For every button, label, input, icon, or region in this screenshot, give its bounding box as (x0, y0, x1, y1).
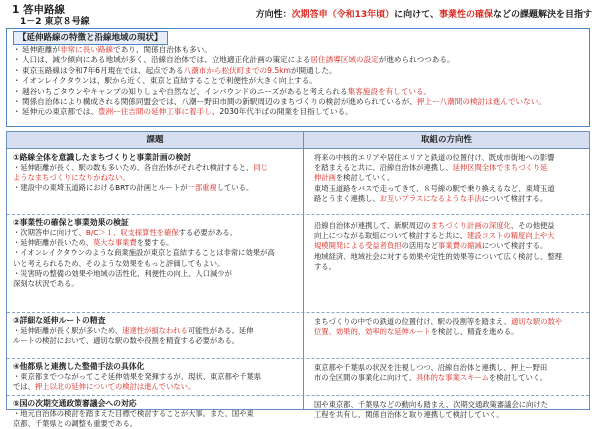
text-segment: が開通した。 (290, 65, 337, 75)
highlight-text: 豊洲ー住吉間の延伸工事に着手し (97, 107, 212, 117)
text-segment: ・東京都までつながってこそ延伸効果を発揮するが、現状、東京都や千葉県 (13, 372, 262, 381)
direction-text-line (314, 373, 547, 383)
highlight-text: 同じ (253, 163, 268, 172)
issue-title: ③詳細な延伸ルートの精査 (13, 316, 106, 325)
highlight-text: 八潮市から松伏町までの9.5km (183, 65, 291, 75)
issue-text-line (13, 409, 254, 419)
issue-cell (7, 312, 304, 358)
text-segment: する。 (314, 261, 336, 271)
highlight-text: 具体的な事業スキーム (416, 373, 489, 383)
table-row (7, 312, 589, 359)
text-segment: を踏まえると共に、沿線自治体が連携し、 (314, 163, 453, 173)
text-segment: 延伸元の東京都では、 (22, 107, 98, 117)
issue-text-line (13, 372, 261, 382)
issue-text-line (13, 173, 130, 183)
highlight-text: 伸計画 (314, 173, 336, 183)
highlight-text: 集客施設を有している。 (347, 86, 432, 96)
table-row (7, 149, 589, 215)
direction-text-line (314, 252, 562, 262)
direction-text-line (314, 173, 394, 183)
highlight-text: 押上ー八潮間の検討は進んでいない。 (416, 96, 546, 106)
highlight-text: お互いプラスになるような手法 (379, 193, 482, 203)
issue-title: ①路線全体を意識したまちづくりと事業計画の検討 (13, 153, 192, 162)
text-segment: を要する。 (136, 238, 174, 248)
highlight-text: 速達性が損なわれる (122, 326, 188, 335)
text-segment: 東京都や千葉県の状況を注視しつつ、沿線自治体と連携し、押上ー野田 (314, 363, 548, 372)
highlight-text: B/C＞１、収支採算性を確保 (85, 228, 179, 237)
bullet-icon: ・ (13, 76, 21, 86)
text-segment: を検討し、精査を進める。 (430, 327, 519, 337)
bullet-icon: ・ (13, 65, 21, 75)
text-segment: 方向性： (255, 10, 292, 20)
direction-text-line (314, 327, 518, 337)
text-segment: 工程を共有し、関係自治体と取り連携して検討していく。 (314, 410, 504, 420)
text-segment: を検討していく。 (335, 173, 395, 183)
issue-text-line (13, 163, 268, 173)
table-row (7, 395, 589, 429)
text-segment: ・次期答申に向けて、 (13, 228, 86, 237)
direction-text-line (314, 184, 555, 194)
direction-statement (256, 7, 592, 20)
direction-text-line (314, 194, 547, 204)
column-header-issues: 課題 (7, 132, 304, 149)
highlight-text: まちづくり計画の深度化 (430, 221, 511, 230)
highlight-text: 位置、効果的、効率的な延伸ルート (314, 327, 431, 337)
issue-text-line (13, 183, 253, 193)
text-segment: 地域経済、地域社会に対する効果や定性的効果等について広く検討し、整理 (314, 251, 562, 261)
highlight-text: 受益者負担 (365, 241, 402, 251)
text-segment: 国や東京都、千葉県などの動向も踏まえ、次期交通政策審議会に向けた (314, 400, 548, 409)
issue-text-line (13, 259, 224, 269)
text-segment: を検討していく。 (488, 373, 548, 383)
direction-cell (304, 395, 589, 420)
table-row (7, 214, 589, 313)
column-header-direction: 取組の方向性 (304, 132, 589, 149)
text-segment: ・イオンレイクタウンのような商業施設が東京と直結することは非常に効果が高 (13, 248, 275, 258)
text-segment: している。 (216, 183, 254, 193)
issue-text-line (13, 336, 239, 346)
feature-item (13, 55, 583, 65)
highlight-text: 事業費の縮減 (438, 241, 482, 251)
text-segment: イオンレイクタウンは、駅から近く、東京と直結することで利便性が大きく向上する。 (22, 76, 317, 86)
features-list (13, 45, 583, 118)
direction-text-line (314, 221, 555, 231)
direction-cell (304, 312, 589, 358)
highlight-text: 一部重複 (187, 183, 217, 193)
direction-text-line (314, 241, 547, 251)
highlight-text: 規模開発による (314, 241, 366, 251)
bullet-icon: ・ (13, 107, 21, 117)
direction-cell (304, 358, 589, 395)
highlight-text: 建設コストの精度向上や大 (466, 231, 555, 241)
bullet-icon: ・ (13, 55, 21, 65)
direction-text-line (314, 317, 562, 327)
text-segment: について検討する。 (481, 193, 548, 203)
text-segment: 向上につながる取組 (314, 231, 380, 241)
text-segment: 、その他便益 (510, 221, 555, 230)
feature-item (13, 107, 583, 117)
issue-title: ⑤国の次期交通政策審議会への対応 (13, 399, 137, 408)
feature-item (13, 97, 583, 107)
issue-title: ②事業性の確保と事業効果の検証 (13, 218, 129, 227)
highlight-text: 居住誘導区域の設定 (310, 55, 379, 65)
issue-text-line (13, 326, 254, 336)
issue-cell (7, 395, 304, 429)
features-box (6, 28, 590, 127)
text-segment: 将来の中核的エリアや居住エリアと鉄道の位置付け、既成市街地への影響 (314, 153, 555, 162)
text-segment: 可能性がある。延伸 (187, 326, 254, 335)
text-segment: では、 (13, 382, 35, 392)
text-segment: 路とうまく連携し、 (314, 193, 380, 203)
text-segment: 京都、千葉県との調整も重要である。 (13, 419, 138, 429)
text-segment: 沿線自治体が連携して、新駅周辺の (314, 221, 431, 230)
text-segment: 、2030年代半ばの開業を目指している。 (211, 107, 353, 117)
table-row (7, 358, 589, 396)
direction-text-line (314, 163, 547, 173)
feature-item (13, 87, 583, 97)
text-segment: いと考えられるため、そのような効果をもっと評価してもよい。 (13, 258, 225, 268)
text-segment: ・地元自治体の検討を踏まえた目標で検討することが大事。また、国や東 (13, 409, 254, 418)
text-segment: が進められつつある。 (378, 55, 455, 65)
text-segment: 東京玉路線は令和7年6月現在では、起点である (22, 65, 184, 75)
issue-text-line (13, 279, 79, 289)
highlight-text: 押上以北の延伸についての検討は進んでいない。 (34, 382, 196, 392)
direction-cell (304, 149, 589, 214)
issue-text-line (13, 269, 232, 279)
section-title: 1 答申路線 (12, 4, 65, 16)
issue-text-line (13, 228, 237, 238)
text-segment: について検討すると共に、 (379, 231, 467, 241)
text-segment: 越谷いちごタウンやキャンプの知りしょや自然など、インバウンドのニーズがあると考えられる (22, 86, 348, 96)
issues-table (6, 131, 590, 429)
highlight-text: 非常に長い路線 (59, 45, 114, 54)
page-header (6, 1, 594, 25)
text-segment: 人口は、減少傾向にある地域が多く、沿線自治体では、立地適正化計画の策定による (22, 55, 311, 65)
route-subtitle: 1－2 東京８号線 (20, 17, 90, 27)
direction-cell (304, 214, 589, 312)
text-segment: 市の全区間の事業化に向けて、 (314, 373, 417, 383)
issue-cell (7, 149, 304, 214)
direction-text-line (314, 363, 547, 373)
text-segment: ・災害時の整備の効果や地域の活性化、利便性の向上、人口減少が (13, 268, 232, 278)
direction-text-line (314, 231, 555, 241)
feature-item (13, 66, 583, 76)
text-segment: であり、関係自治体も多い。 (113, 45, 212, 54)
text-segment: ルートの検討において、適切な駅の数や役割を精査する必要がある。 (13, 336, 240, 346)
text-segment: する必要がある。 (178, 228, 238, 237)
feature-item (13, 76, 583, 86)
text-segment: ・延伸距離が長いため、 (13, 238, 93, 248)
direction-text-line (314, 262, 336, 272)
highlight-text: 延伸区間全体でまちづくり延 (452, 163, 548, 173)
highlight-text: 適切な駅の数や (511, 317, 563, 326)
direction-text-line (314, 400, 548, 410)
text-segment: 関係自治体により構成される関係同盟会では、八潮ー野田市間の新駅周辺のまちづくりの検討が進められているが、 (22, 96, 417, 106)
highlight-text: 事業性の確保 (438, 10, 493, 20)
issue-cell (7, 214, 304, 312)
bullet-icon: ・ (13, 86, 21, 96)
highlight-text: ようなまちづくりになりかねない。 (13, 173, 130, 183)
bullet-icon: ・ (13, 96, 21, 106)
issue-text-line (13, 419, 137, 429)
bullet-icon: ・ (13, 45, 21, 54)
highlight-text: 莫大な事業費 (92, 238, 137, 248)
direction-text-line (314, 153, 555, 163)
text-segment: に向けて、 (394, 10, 439, 20)
text-segment: まちづくりの中での鉄道の位置付け、駅の役割等を踏まえ、 (314, 317, 512, 326)
issue-text-line (13, 238, 173, 248)
features-title: 【延伸路線の特徴と沿線地域の現状】 (13, 31, 168, 45)
text-segment: 延伸距離が (22, 45, 60, 54)
issue-cell (7, 358, 304, 395)
issue-text-line (13, 248, 275, 258)
text-segment: について検討する。 (481, 241, 548, 251)
issue-text-line (13, 382, 195, 392)
text-segment: 東埼玉道路をバスで走ってきて、８号線の駅で乗り換えるなど、東埼玉道 (314, 183, 555, 193)
text-segment: ・延伸距離が長く、駅の数も多いため、各自治体がそれぞれ検討すると、 (13, 163, 254, 172)
highlight-text: 次期答申（令和13年頃） (291, 10, 395, 20)
feature-item (13, 45, 583, 55)
issue-title: ④他都県と連携した整備手法の具体化 (13, 362, 145, 371)
text-segment: などの課題解決を目指す (492, 10, 592, 20)
text-segment: ・延伸距離が長く駅が多いため、 (13, 326, 123, 335)
text-segment: ・建設中の東埼玉道路におけるBRTの計画とルートが (13, 183, 188, 193)
text-segment: 深刻な状況である。 (13, 279, 79, 288)
text-segment: の活用など (401, 241, 439, 251)
